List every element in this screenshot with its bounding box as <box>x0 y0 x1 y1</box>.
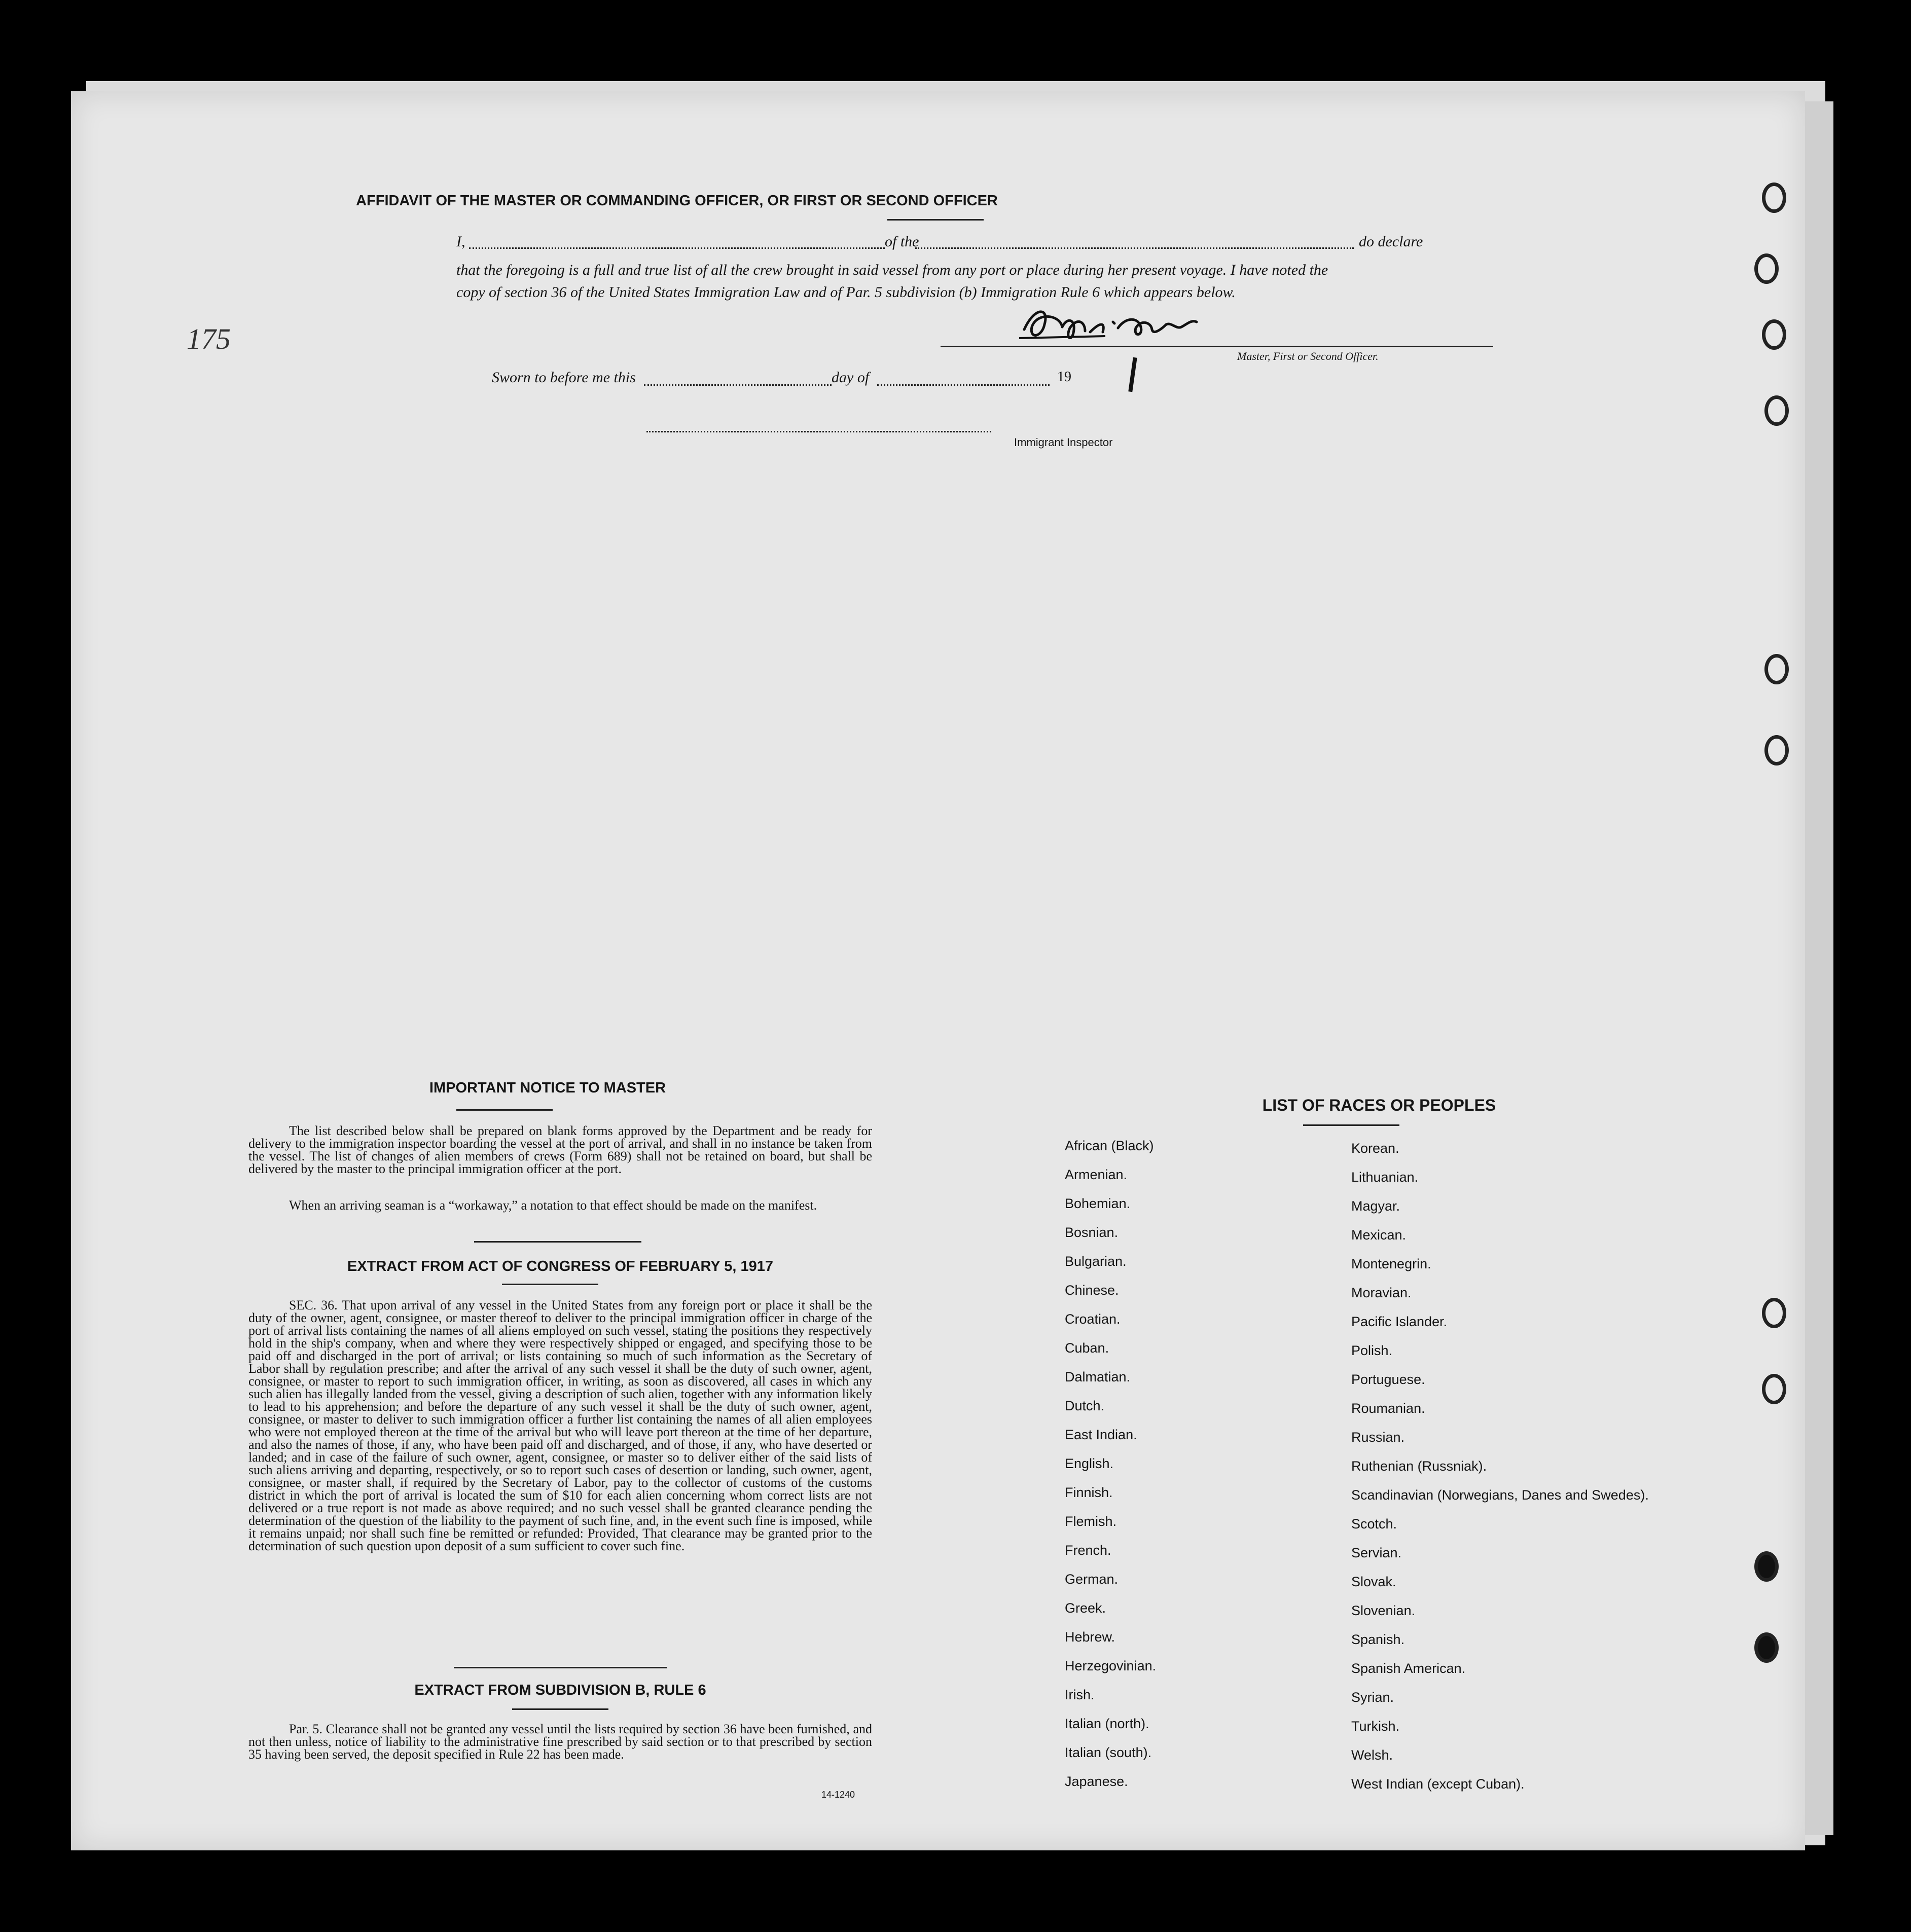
race-entry: Bosnian. <box>1065 1225 1119 1240</box>
divider <box>512 1708 608 1710</box>
notice-para2: When an arriving seaman is a “workaway,” a notation to that effect should be made on the manifest. <box>289 1198 817 1213</box>
punch-hole-icon <box>1754 1551 1779 1582</box>
punch-hole-icon <box>1764 735 1789 765</box>
inspector-signature-line <box>646 431 991 432</box>
race-entry: German. <box>1065 1572 1119 1587</box>
race-entry: Chinese. <box>1065 1283 1119 1298</box>
race-entry: Spanish American. <box>1351 1661 1466 1676</box>
race-entry: Welsh. <box>1351 1747 1393 1763</box>
punch-hole-icon <box>1754 1632 1779 1663</box>
affidavit-title: AFFIDAVIT OF THE MASTER OR COMMANDING OFFICER, OR FIRST OR SECOND OFFICER <box>356 193 998 209</box>
race-entry: Italian (north). <box>1065 1716 1149 1731</box>
race-entry: Flemish. <box>1065 1514 1117 1529</box>
year-prefix: 19 <box>1057 369 1071 385</box>
notice-para1: The list described below shall be prepared on blank forms approved by the Department and be ready for delivery to the immigration inspector boarding the vessel at the port of arrival, and shall in no instance be taken from the vessel. The list of changes of alien members of crews (Form 689) shall not be retained on board, but shall be delivered by the master to the principal immigration officer at the port. <box>248 1123 872 1176</box>
race-entry: Slovenian. <box>1351 1603 1416 1618</box>
race-entry: Scotch. <box>1351 1516 1397 1532</box>
race-entry: English. <box>1065 1456 1114 1471</box>
punch-hole-icon <box>1754 253 1779 284</box>
divider <box>1303 1124 1399 1126</box>
vessel-blank-line <box>915 247 1354 249</box>
race-entry: Cuban. <box>1065 1340 1109 1356</box>
race-entry: Herzegovinian. <box>1065 1658 1157 1673</box>
divider <box>474 1241 641 1243</box>
race-entry: Polish. <box>1351 1343 1393 1358</box>
race-entry: African (Black) <box>1065 1138 1154 1153</box>
race-entry: Dalmatian. <box>1065 1369 1131 1384</box>
race-entry: Syrian. <box>1351 1690 1394 1705</box>
race-entry: Turkish. <box>1351 1719 1400 1734</box>
signature-caption: Master, First or Second Officer. <box>1237 350 1379 362</box>
master-signature <box>1014 302 1207 347</box>
manifest-page <box>71 91 1805 1850</box>
affidavit-text-line1: that the foregoing is a full and true list of all the crew brought in said vessel from any port or place during her present voyage. I have noted the <box>456 262 1328 278</box>
race-entry: Bulgarian. <box>1065 1254 1127 1269</box>
race-entry: Montenegrin. <box>1351 1256 1431 1271</box>
race-entry: Korean. <box>1351 1141 1399 1156</box>
race-entry: Finnish. <box>1065 1485 1113 1500</box>
races-column-1 <box>1065 1138 1349 1803</box>
race-entry: Pacific Islander. <box>1351 1314 1448 1329</box>
race-entry: Magyar. <box>1351 1198 1400 1214</box>
race-entry: Japanese. <box>1065 1774 1128 1789</box>
race-entry: Spanish. <box>1351 1632 1405 1647</box>
divider <box>502 1284 598 1285</box>
inspector-caption: Immigrant Inspector <box>1014 436 1113 449</box>
race-entry: Lithuanian. <box>1351 1170 1419 1185</box>
race-entry: Slovak. <box>1351 1574 1396 1589</box>
race-entry: East Indian. <box>1065 1427 1137 1442</box>
day-of-label: day of <box>832 369 870 386</box>
divider <box>887 219 984 221</box>
sworn-day-blank <box>644 384 832 386</box>
ink-mark <box>1128 357 1137 392</box>
page-number: 175 <box>187 322 231 355</box>
race-entry: Ruthenian (Russniak). <box>1351 1459 1487 1474</box>
extract-act-text: SEC. 36. That upon arrival of any vessel in the United States from any foreign port or place it shall be the duty of the owner, agent, consignee, or master thereof to deliver to the principal immigration officer in charge of the port of arrival lists containing the names of all aliens employed on such vessel, stating the positions they respectively hold in the ship's company, when and where they were respectively shipped or engaged, and specifying those to be paid off and discharged in the port of arrival; or lists containing so much of such information as the Secretary of Labor shall by regulation prescribe; and after the arrival of any such vessel it shall be the duty of such owner, agent, consignee, or master to report to such immigration officer, in writing, as soon as discovered, all cases in which any such alien has illegally landed from the vessel, giving a description of such alien, together with any information likely to lead to his apprehension; and before the departure of any such vessel it shall be the duty of such owner, agent, consignee, or master to deliver to such immigration officer a further list containing the names of all alien employees who were not employed thereon at the time of the arrival but who will leave port thereon at the time of her departure, and also the names of those, if any, who have been paid off and discharged, and of those, if any, who have deserted or landed; and in case of the failure of such owner, agent, consignee, or master so to deliver either of the said lists of such aliens arriving and departing, respectively, or so to report such cases of desertion or landing, such owner, agent, consignee, or master shall, if required by the Secretary of Labor, pay to the collector of customs of the customs district in which the port of arrival is located the sum of $10 for each alien concerning whom correct lists are not delivered or a true report is not made as above required; and no such vessel shall be granted clearance pending the determination of the question of the liability to the payment of such fine, and, in the event such fine is imposed, while it remains unpaid; nor shall such fine be remitted or refunded: Provided, That clearance may be granted prior to the determination of such question upon deposit of a sum sufficient to cover such fine. <box>248 1298 872 1553</box>
race-entry: Croatian. <box>1065 1311 1121 1327</box>
affidavit-of-the-label: of the <box>885 233 919 250</box>
race-entry: Armenian. <box>1065 1167 1128 1182</box>
race-entry: Moravian. <box>1351 1285 1412 1300</box>
punch-hole-icon <box>1764 654 1789 684</box>
divider <box>456 1109 553 1111</box>
race-entry: Scandinavian (Norwegians, Danes and Swedes). <box>1351 1487 1649 1503</box>
race-entry: French. <box>1065 1543 1111 1558</box>
punch-hole-icon <box>1762 1298 1786 1328</box>
affidavit-i-label: I, <box>456 233 465 250</box>
punch-hole-icon <box>1762 319 1786 350</box>
race-entry: Mexican. <box>1351 1227 1407 1243</box>
punch-hole-icon <box>1762 183 1786 213</box>
divider <box>454 1667 667 1668</box>
sworn-label: Sworn to before me this <box>492 369 636 386</box>
race-entry: West Indian (except Cuban). <box>1351 1776 1525 1792</box>
punch-hole-icon <box>1762 1374 1786 1404</box>
extract-rule-text: Par. 5. Clearance shall not be granted any vessel until the lists required by section 36 have been furnished, and not then unless, notice of liability to the administrative fine prescribed by said section or to that prescribed by section 35 having been served, the deposit specified in Rule 22 has been made. <box>248 1722 872 1762</box>
race-entry: Greek. <box>1065 1600 1106 1616</box>
race-entry: Portuguese. <box>1351 1372 1425 1387</box>
affidavit-text-line2: copy of section 36 of the United States Immigration Law and of Par. 5 subdivision (b) Immigration Rule 6 which appears below. <box>456 284 1236 301</box>
race-entry: Russian. <box>1351 1430 1405 1445</box>
do-declare-label: do declare <box>1359 233 1423 250</box>
race-entry: Roumanian. <box>1351 1401 1425 1416</box>
sworn-month-blank <box>877 384 1050 386</box>
signature-line <box>941 346 1493 347</box>
punch-hole-icon <box>1764 395 1789 426</box>
form-number: 14-1240 <box>821 1790 855 1800</box>
race-entry: Dutch. <box>1065 1398 1105 1413</box>
races-column-2 <box>1351 1141 1649 1805</box>
extract-act-title: EXTRACT FROM ACT OF CONGRESS OF FEBRUARY 5, 1917 <box>347 1258 774 1274</box>
race-entry: Bohemian. <box>1065 1196 1131 1211</box>
race-entry: Hebrew. <box>1065 1629 1115 1645</box>
name-blank-line <box>469 247 885 249</box>
race-entry: Irish. <box>1065 1687 1095 1702</box>
race-entry: Servian. <box>1351 1545 1402 1560</box>
extract-rule-title: EXTRACT FROM SUBDIVISION B, RULE 6 <box>414 1682 706 1698</box>
notice-title: IMPORTANT NOTICE TO MASTER <box>429 1080 666 1096</box>
races-title: LIST OF RACES OR PEOPLES <box>1262 1096 1496 1114</box>
race-entry: Italian (south). <box>1065 1745 1152 1760</box>
